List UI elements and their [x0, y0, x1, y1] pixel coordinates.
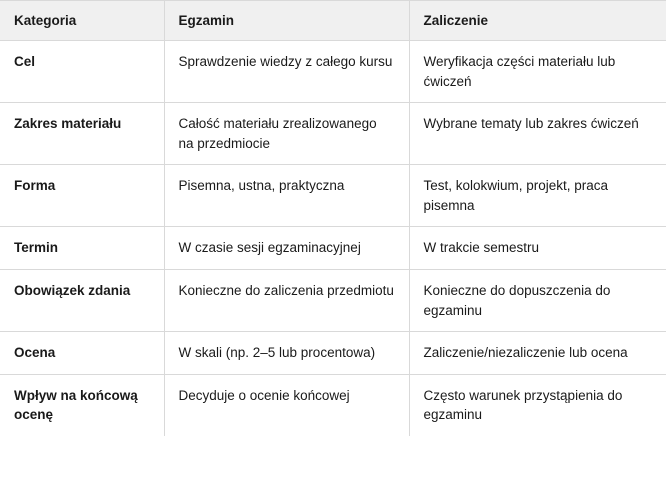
row-credit-value: Wybrane tematy lub zakres ćwiczeń — [409, 103, 666, 165]
table-row — [0, 227, 666, 270]
table-row — [0, 269, 666, 331]
column-header-category: Kategoria — [0, 1, 164, 41]
row-exam-value: W czasie sesji egzaminacyjnej — [164, 227, 409, 270]
row-exam-value: W skali (np. 2–5 lub procentowa) — [164, 332, 409, 375]
row-category-label: Ocena — [0, 332, 164, 375]
row-exam-value: Sprawdzenie wiedzy z całego kursu — [164, 41, 409, 103]
row-credit-value: Test, kolokwium, projekt, praca pisemna — [409, 165, 666, 227]
row-credit-value: Weryfikacja części materiału lub ćwiczeń — [409, 41, 666, 103]
row-category-label: Obowiązek zdania — [0, 269, 164, 331]
table-row — [0, 103, 666, 165]
table-header — [0, 1, 666, 41]
column-header-exam: Egzamin — [164, 1, 409, 41]
column-header-credit: Zaliczenie — [409, 1, 666, 41]
row-category-label: Forma — [0, 165, 164, 227]
row-exam-value: Całość materiału zrealizowanego na przedmiocie — [164, 103, 409, 165]
table-header-row — [0, 1, 666, 41]
row-category-label: Zakres materiału — [0, 103, 164, 165]
table-row — [0, 374, 666, 436]
row-exam-value: Decyduje o ocenie końcowej — [164, 374, 409, 436]
table-body — [0, 41, 666, 436]
row-category-label: Termin — [0, 227, 164, 270]
row-credit-value: W trakcie semestru — [409, 227, 666, 270]
row-credit-value: Często warunek przystąpienia do egzaminu — [409, 374, 666, 436]
row-credit-value: Zaliczenie/niezaliczenie lub ocena — [409, 332, 666, 375]
row-category-label: Cel — [0, 41, 164, 103]
table-row — [0, 165, 666, 227]
row-category-label: Wpływ na końcową ocenę — [0, 374, 164, 436]
row-credit-value: Konieczne do dopuszczenia do egzaminu — [409, 269, 666, 331]
table-row — [0, 41, 666, 103]
table-row — [0, 332, 666, 375]
row-exam-value: Konieczne do zaliczenia przedmiotu — [164, 269, 409, 331]
row-exam-value: Pisemna, ustna, praktyczna — [164, 165, 409, 227]
